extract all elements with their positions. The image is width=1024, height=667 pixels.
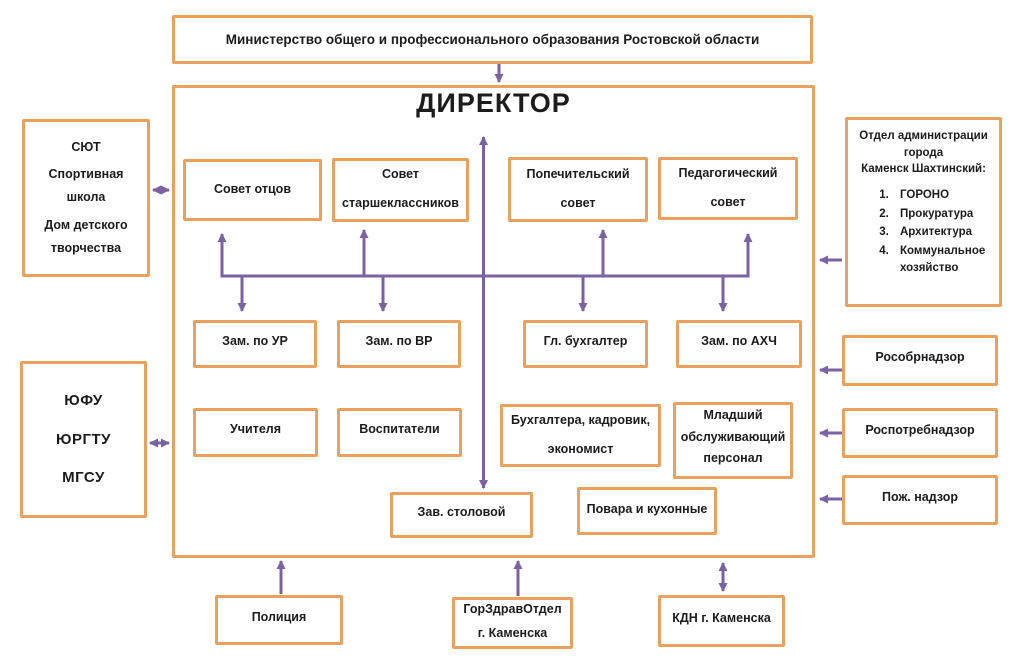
- council-pedagogichesky: [658, 157, 798, 220]
- staff-label: Учителя: [229, 422, 282, 437]
- syut-line: Спортивная школа: [48, 167, 124, 205]
- staff-label: Воспитатели: [359, 422, 440, 437]
- deputy-vr-box: [337, 320, 461, 368]
- council-starsheklassnikov: [332, 158, 469, 222]
- chief-accountant-box: [523, 320, 648, 368]
- admin-title-line: Каменск Шахтинский:: [861, 163, 986, 176]
- admin-list-item: 3. Архитектура: [892, 224, 995, 241]
- bottom-label: ГорЗдравОтдел г. Каменска: [463, 602, 562, 640]
- council-sovet-ottsov: [183, 159, 322, 221]
- deputy-ur-box: [193, 320, 317, 368]
- canteen-label: Зав. столовой: [417, 504, 506, 519]
- council-label: Совет отцов: [213, 181, 291, 196]
- bottom-label: КДН г. Каменска: [672, 610, 771, 625]
- agency-label: Рособрнадзор: [875, 350, 965, 365]
- university-line: ЮРГТУ: [56, 430, 111, 448]
- agency-label: Роспотребнадзор: [865, 422, 975, 437]
- admin-list: [852, 187, 995, 278]
- ministry-box: [172, 15, 813, 64]
- council-label: Совет старшеклассников: [342, 167, 459, 210]
- director-title: ДИРЕКТОР: [416, 88, 571, 118]
- politsiya-box: [215, 595, 343, 645]
- accountants-box: [500, 404, 661, 467]
- syut-line: Дом детского творчества: [44, 217, 128, 255]
- council-popechitelsky: [508, 157, 648, 222]
- admin-list-item: 1. ГОРОНО: [892, 187, 995, 204]
- gorzdrav-box: [452, 597, 573, 649]
- kdn-box: [658, 595, 785, 647]
- deputy-label: Зам. по УР: [222, 333, 288, 348]
- canteen-label: Повара и кухонные: [586, 502, 708, 517]
- deputy-label: Зам. по ВР: [365, 333, 433, 348]
- povara-box: [577, 487, 717, 535]
- syut-box: [22, 119, 150, 277]
- ministry-label: Министерство общего и профессионального образования Ростовской области: [225, 31, 760, 47]
- vospitateli-box: [337, 408, 462, 457]
- pozhnadzor-box: [842, 475, 998, 525]
- agency-label: Пож. надзор: [881, 489, 959, 504]
- university-line: МГСУ: [62, 468, 105, 486]
- university-line: ЮФУ: [64, 392, 103, 410]
- admin-title-line: Отдел администрации: [859, 130, 988, 142]
- deputy-label: Гл. бухгалтер: [543, 333, 628, 348]
- city-admin-box: [845, 117, 1002, 307]
- zav-stolovoy-box: [390, 492, 533, 538]
- council-label: Попечительский совет: [526, 166, 630, 210]
- teachers-box: [193, 408, 318, 457]
- rosobrnadzor-box: [842, 335, 998, 386]
- rospotrebnadzor-box: [842, 408, 998, 458]
- bottom-label: Полиция: [251, 609, 307, 624]
- staff-label: Младший обслуживающий персонал: [680, 407, 786, 466]
- deputy-label: Зам. по АХЧ: [701, 333, 777, 348]
- universities-box: [20, 361, 147, 518]
- junior-staff-box: [673, 402, 793, 479]
- council-label: Педагогический совет: [678, 165, 778, 209]
- deputy-ahch-box: [676, 320, 802, 368]
- admin-list-item: 2. Прокуратура: [892, 206, 995, 223]
- staff-label: Бухгалтера, кадровик, экономист: [510, 412, 651, 456]
- syut-line: СЮТ: [71, 140, 101, 155]
- admin-title-line: города: [903, 146, 944, 159]
- admin-list-item: 4. Коммунальное хозяйство: [892, 243, 995, 276]
